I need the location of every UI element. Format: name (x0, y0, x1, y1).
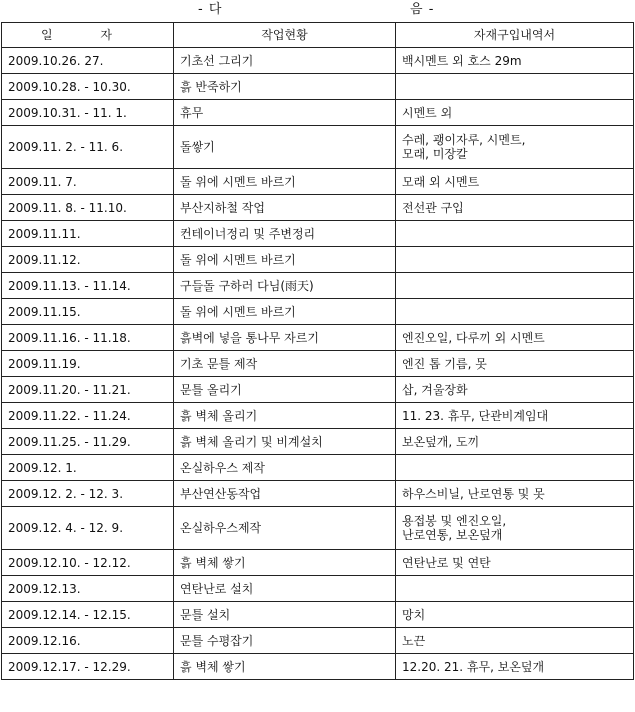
cell-date: 2009.12. 2. - 12. 3. (2, 481, 174, 507)
cell-work: 온실하우스제작 (174, 507, 396, 550)
cell-date: 2009.12.10. - 12.12. (2, 550, 174, 576)
cell-material: 백시멘트 외 호스 29m (396, 48, 634, 74)
table-row (2, 325, 634, 351)
cell-work: 돌 위에 시멘트 바르기 (174, 169, 396, 195)
cell-work: 흙 반죽하기 (174, 74, 396, 100)
cell-work: 돌쌓기 (174, 126, 396, 169)
cell-material: 수레, 괭이자루, 시멘트, 모래, 미장칼 (396, 126, 634, 169)
table-row (2, 628, 634, 654)
cell-material: 연탄난로 및 연탄 (396, 550, 634, 576)
cell-date: 2009.12.17. - 12.29. (2, 654, 174, 680)
table-row (2, 48, 634, 74)
cell-work: 연탄난로 설치 (174, 576, 396, 602)
table-row (2, 576, 634, 602)
cell-date: 2009.11. 7. (2, 169, 174, 195)
table-row (2, 74, 634, 100)
table-row (2, 377, 634, 403)
column-header-work: 작업현황 (174, 23, 396, 48)
cell-material: 보온덮개, 도끼 (396, 429, 634, 455)
table-row (2, 169, 634, 195)
cell-material (396, 299, 634, 325)
cell-work: 문틀 수평잡기 (174, 628, 396, 654)
cell-work: 부산지하철 작업 (174, 195, 396, 221)
cell-material: 삽, 겨울장화 (396, 377, 634, 403)
cell-work: 흙 벽체 쌓기 (174, 654, 396, 680)
cell-material: 시멘트 외 (396, 100, 634, 126)
heading-right: 음 - (410, 2, 435, 17)
work-log-table (1, 22, 634, 680)
cell-work: 부산연산동작업 (174, 481, 396, 507)
table-row (2, 455, 634, 481)
table-row (2, 602, 634, 628)
cell-material: 엔진 톱 기름, 못 (396, 351, 634, 377)
cell-material: 엔진오일, 다루끼 외 시멘트 (396, 325, 634, 351)
cell-material: 12.20. 21. 휴무, 보온덮개 (396, 654, 634, 680)
cell-date: 2009.11.19. (2, 351, 174, 377)
cell-material: 11. 23. 휴무, 단관비계임대 (396, 403, 634, 429)
table-header-row (2, 23, 634, 48)
cell-work: 돌 위에 시멘트 바르기 (174, 299, 396, 325)
cell-work: 흙 벽체 올리기 및 비계설치 (174, 429, 396, 455)
cell-material: 노끈 (396, 628, 634, 654)
cell-material (396, 576, 634, 602)
cell-material: 하우스비닐, 난로연통 및 못 (396, 481, 634, 507)
table-row (2, 507, 634, 550)
cell-work: 온실하우스 제작 (174, 455, 396, 481)
cell-date: 2009.11.22. - 11.24. (2, 403, 174, 429)
cell-material: 모래 외 시멘트 (396, 169, 634, 195)
cell-date: 2009.11. 8. - 11.10. (2, 195, 174, 221)
column-header-date: 일 자 (2, 23, 174, 48)
cell-work: 돌 위에 시멘트 바르기 (174, 247, 396, 273)
cell-date: 2009.12. 4. - 12. 9. (2, 507, 174, 550)
cell-date: 2009.11.12. (2, 247, 174, 273)
cell-work: 구들돌 구하러 다님(雨天) (174, 273, 396, 299)
cell-work: 흙벽에 넣을 통나무 자르기 (174, 325, 396, 351)
cell-material (396, 273, 634, 299)
cell-work: 흙 벽체 올리기 (174, 403, 396, 429)
cell-work: 컨테이너정리 및 주변정리 (174, 221, 396, 247)
table-row (2, 550, 634, 576)
table-row (2, 221, 634, 247)
cell-date: 2009.10.31. - 11. 1. (2, 100, 174, 126)
cell-date: 2009.12.16. (2, 628, 174, 654)
cell-date: 2009.10.28. - 10.30. (2, 74, 174, 100)
table-row (2, 429, 634, 455)
cell-date: 2009.11.16. - 11.18. (2, 325, 174, 351)
cell-material (396, 455, 634, 481)
cell-material (396, 74, 634, 100)
section-heading (0, 0, 635, 20)
cell-date: 2009.11. 2. - 11. 6. (2, 126, 174, 169)
cell-material: 전선관 구입 (396, 195, 634, 221)
table-row (2, 481, 634, 507)
cell-material: 망치 (396, 602, 634, 628)
cell-material (396, 247, 634, 273)
cell-date: 2009.12.13. (2, 576, 174, 602)
cell-date: 2009.11.20. - 11.21. (2, 377, 174, 403)
table-row (2, 403, 634, 429)
cell-date: 2009.11.11. (2, 221, 174, 247)
cell-date: 2009.11.15. (2, 299, 174, 325)
cell-work: 휴무 (174, 100, 396, 126)
table-row (2, 195, 634, 221)
table-row (2, 126, 634, 169)
cell-date: 2009.12.14. - 12.15. (2, 602, 174, 628)
cell-date: 2009.11.25. - 11.29. (2, 429, 174, 455)
table-row (2, 100, 634, 126)
cell-date: 2009.12. 1. (2, 455, 174, 481)
cell-date: 2009.10.26. 27. (2, 48, 174, 74)
cell-work: 기초선 그리기 (174, 48, 396, 74)
table-row (2, 351, 634, 377)
cell-work: 흙 벽체 쌓기 (174, 550, 396, 576)
cell-work: 문틀 설치 (174, 602, 396, 628)
cell-date: 2009.11.13. - 11.14. (2, 273, 174, 299)
cell-material (396, 221, 634, 247)
heading-left: - 다 (198, 2, 223, 17)
table-row (2, 654, 634, 680)
table-row (2, 273, 634, 299)
cell-work: 기초 문틀 제작 (174, 351, 396, 377)
column-header-materials: 자재구입내역서 (396, 23, 634, 48)
table-row (2, 247, 634, 273)
table-row (2, 299, 634, 325)
cell-material: 용접봉 및 엔진오일, 난로연통, 보온덮개 (396, 507, 634, 550)
cell-work: 문틀 올리기 (174, 377, 396, 403)
